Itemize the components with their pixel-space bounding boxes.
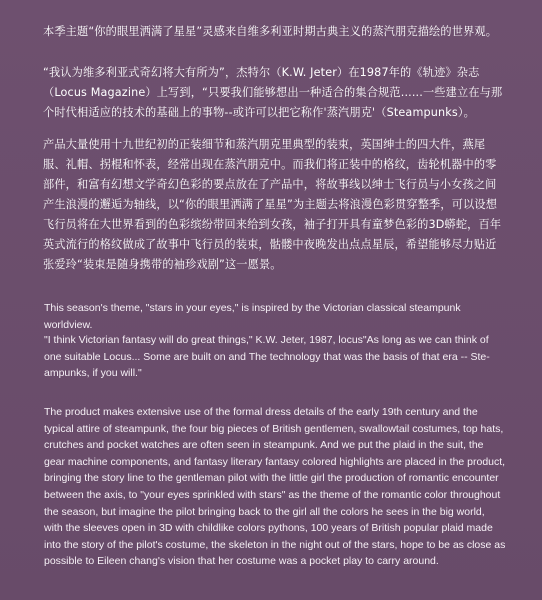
- english-paragraph-product: The product makes extensive use of the formal dress details of the early 19th century and the typical attire of steampunk, the four big pieces of British gentlemen, swallowtail costumes, top hats, crutches and pocket watches are often seen in steampunk. And we put the plaid in the suit, the gear machine components, and fantasy literary fantasy colored highlights are placed in the product, bringing the story line to the gentleman pilot with the little girl the production of romantic encounter between the axis, to "your eyes sprinkled with stars" as the theme of the romantic color throughout the season, but imagine the pilot bringing back to the girl all the colors he sees in the big world, with the sleeves open in 3D with childlike colors pythons, 100 years of British popular plaid made into the story of the pilot's costume, the skeleton in the night out of the stars, hope to be as close as possible to Eileen chang's vision that her costume was a pocket play to carry around.: [44, 406, 506, 568]
- chinese-paragraph-theme: 本季主题“你的眼里洒满了星星”灵感来自维多利亚时期古典主义的蒸汽朋克描绘的世界观。: [43, 25, 498, 38]
- english-paragraph-theme: This season's theme, "stars in your eyes," is inspired by the Victorian classical steampunk worldview.: [44, 302, 461, 331]
- chinese-paragraph-product: 产品大量使用十九世纪初的正装细节和蒸汽朋克里典型的装束，英国绅士的四大件，燕尾服、礼帽、拐棍和怀表，经常出现在蒸汽朋克中。而我们将正装中的格纹，齿轮机器中的零部件，和富有幻想文学奇幻色彩的要点放在了产品中，将故事线以绅士飞行员与小女孩之间产生浪漫的邂逅为轴线，以“你的眼里洒满了星星”为主题去将浪漫色彩贯穿整季，可以设想飞行员将在大世界看到的色彩缤纷带回来给到女孩，袖子打开具有童梦色彩的3D蟒蛇，百年英式流行的格纹做成了故事中飞行员的装束，骷髅中夜晚发出点点星辰，希望能够尽力贴近张爱玲“装束是随身携带的袖珍戏剧”这一愿景。: [43, 138, 502, 271]
- chinese-paragraph-quote: “我认为维多利亚式奇幻将大有所为”，杰特尔（K.W. Jeter）在1987年的《轨迹》杂志（Locus Magazine）上写到，“只要我们能够想出一种适合的集合规范......一些建立在与那个时代相适应的技术的基础上的事物--或许可以把它称作'蒸汽朋克'（Steampunks）。: [43, 66, 503, 119]
- english-paragraph-quote: "I think Victorian fantasy will do great things," K.W. Jeter, 1987, locus"As long as we can think of one suitable Locus... Some are built on and The technology that was the basis of that era -- Ste-ampunks, if you will.": [44, 334, 490, 380]
